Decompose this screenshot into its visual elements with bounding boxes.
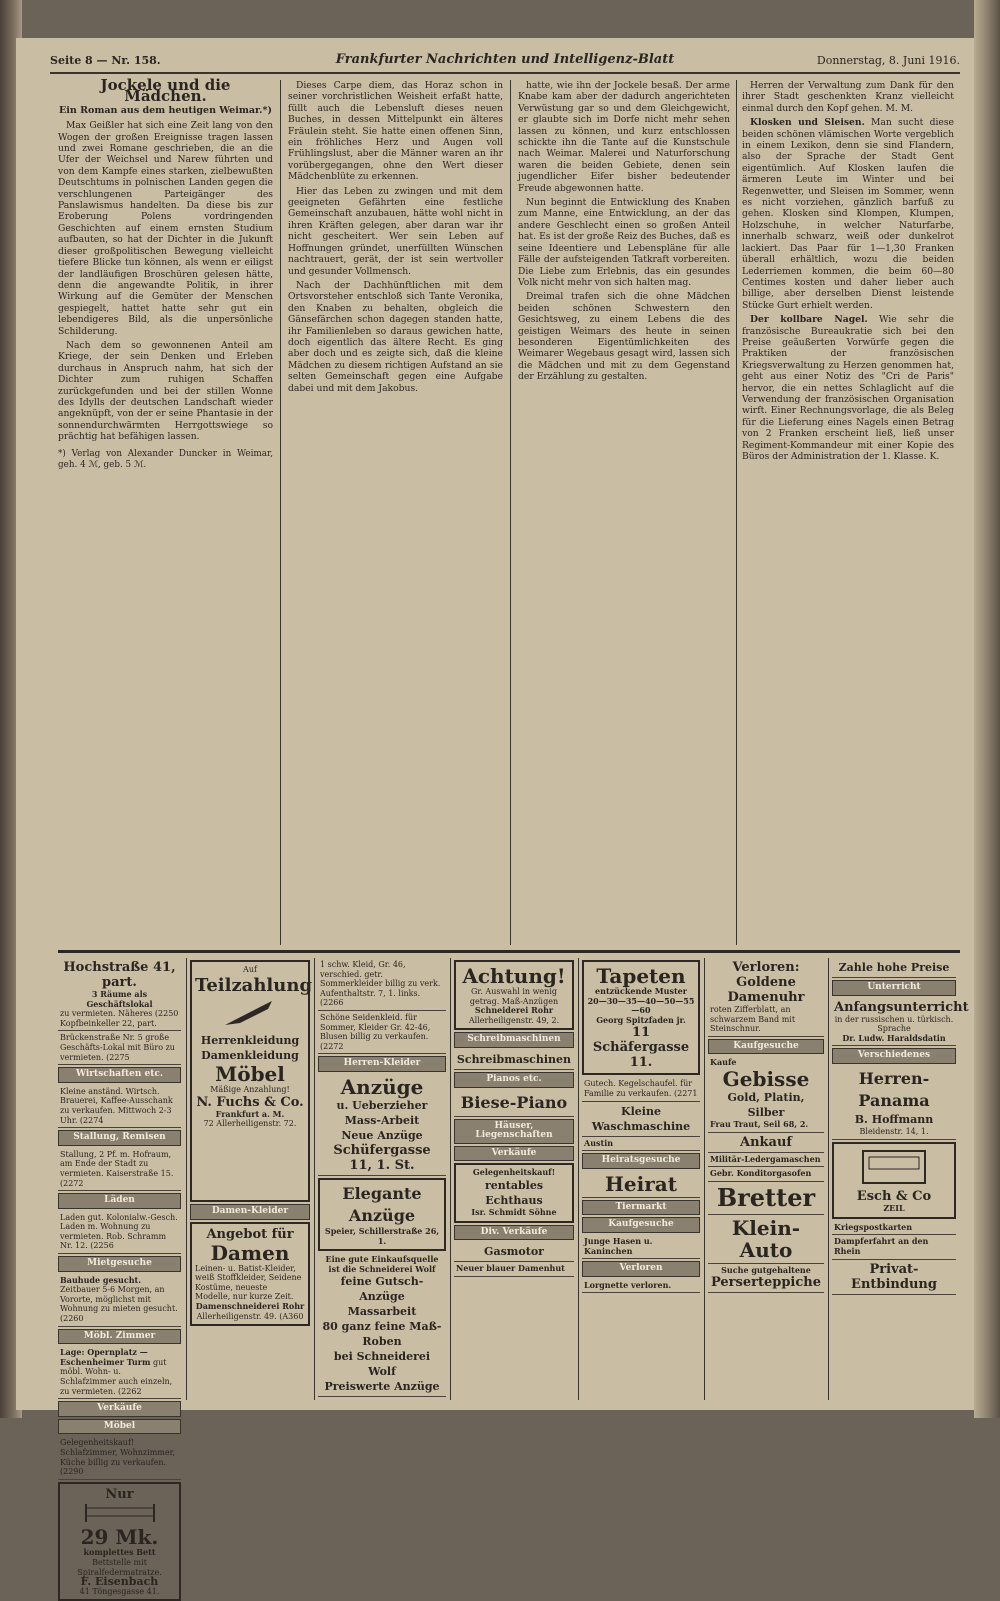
cabinet-icon	[859, 1147, 929, 1187]
page-number: Seite 8 — Nr. 158.	[50, 54, 161, 67]
ad-text: zu vermieten. Näheres (2250 Kopfbeinkeller 22, part.	[60, 1009, 179, 1028]
ad: Brückenstraße Nr. 5 große Geschäfts-Lokal mit Büro zu vermieten. (2275	[58, 1031, 181, 1065]
ad: Austin	[582, 1137, 700, 1152]
ad-category: Schreibmaschinen	[454, 1032, 574, 1048]
ads-rule	[828, 958, 829, 1400]
section-text: Klosken und Sleisen. Man sucht diese beiden schönen vlämischen Worte vergeblich in einem Lexikon, denn sie sind Flandern, also der Sprache der Stadt Gent eigentümlich. Auf Klosken laufen die ärmeren Leute im Winter und bei Regenwetter, und Sleisen im Sommer, wenn es nicht vorziehen, gänzlich barfuß zu gehen. Klosken sind Klompen, Klumpen, Holzschuhe, in welcher Naturfarbe, innerhalb schwarz, weiß oder dunkelrot lackiert. Das Paar für 1—1,30 Franken überall erhältlich, wozu die beiden Lederriemen kommen, die beim 60—80 Centimes kosten und daher lieber auch billige, aber derselben Dienst leistende Stücke Gurt erhielt werden.	[742, 117, 954, 311]
ads-column-3	[318, 958, 446, 1400]
article-footnote: *) Verlag von Alexander Duncker in Weimar, geh. 4 ℳ, geb. 5 ℳ.	[58, 448, 273, 470]
damen-ad: Angebot für Damen Leinen- u. Batist-Kleider, weiß Stoffkleider, Seidene Kostüme, neueste Modelle, nur kurze Zeit. Damenschneiderei Rohr Allerheiligenstr. 49. (A360	[190, 1222, 310, 1327]
ad: Kriegspostkarten	[832, 1221, 956, 1236]
ads-column-7	[832, 958, 969, 1400]
ad-title: Hochstraße 41, part.	[63, 960, 176, 990]
ads-rule	[578, 958, 579, 1400]
ad: Bauhude gesucht. Zeitbauer 5-6 Morgen, an Vororte, möglichst mit Wohnung zu mieten gesucht. (2260	[58, 1274, 181, 1327]
unterricht-ad: Anfangsunterricht in der russischen u. türkisch. Sprache Dr. Ludw. Haraldsdatin	[832, 998, 956, 1047]
ad-subtitle: 3 Räume als Geschäftslokal	[86, 989, 153, 1009]
ad-category: Stallung, Remisen	[58, 1130, 181, 1146]
section-text: Der kollbare Nagel. Wie sehr die französische Bureaukratie sich bei den Preise geäußerten Vorwürfe gegen die Praktiken der französischen Kriegsverwaltung zu Herzen genommen hat, geht aus einer Notiz des "Cri de Paris" hervor, die ein nettes Schlaglicht auf die Verwendung der französischen Organisation wirft. Einer Rechnungsvorlage, die als Beleg für die Lieferung eines Nagels einen Betrag von 2 Franken erscheint ließ, ließ unser Regiment-Kommandeur mit einer Kopie des Büros der Administration der 1. Klasse. K.	[742, 314, 954, 462]
ads-rule	[704, 958, 705, 1400]
ad-category: Damen-Kleider	[190, 1204, 310, 1220]
ad: Klein-Auto	[708, 1215, 824, 1264]
esch-ad: Esch & Co ZEIL	[832, 1142, 956, 1219]
ad: Schöne Seidenkleid. für Sommer, Kleider Gr. 42-46, Blusen billig zu verkaufen. (2272	[318, 1011, 446, 1054]
panama-ad: Herren-Panama B. Hoffmann Bleidenstr. 14, 1.	[832, 1066, 956, 1140]
ad-category: Kaufgesuche	[582, 1217, 700, 1233]
article-title: Jockele und die Mädchen.	[100, 76, 231, 106]
perser-ad: Suche gutgehaltene Perserteppiche	[708, 1264, 824, 1294]
article-paragraph: Nach dem so gewonnenen Anteil am Kriege, der sein Denken und Erleben durchaus in Anspruch nahm, hat sich der Dichter zum ruhigen Schaffen zurückgefunden und bei der stillen Wonne des Idylls der deutschen Landschaft wieder angeknüpft, von der er seine Phantasie in der sonnendurchwärmten Herrgottswiege so prächtig hat befähigen lassen.	[58, 339, 273, 443]
ad-category: Tiermarkt	[582, 1200, 700, 1216]
ad: Biese-Piano	[454, 1090, 574, 1117]
anzuege-ad: Anzüge u. Ueberzieher Mass-Arbeit Neue Anzüge Schüfergasse 11, 1. St.	[318, 1074, 446, 1176]
ad: 1 schw. Kleid, Gr. 46, verschied. getr. Sommerkleider billig zu verk. Aufenthaltstr. 7, 1. links. (2266	[318, 958, 446, 1011]
ad: Heirat	[582, 1171, 700, 1198]
article-paragraph: Dreimal trafen sich die ohne Mädchen beiden schönen Schwestern den Gesichtsweg, zu einem Lebens die des geistigen Weimars des heute in seinen besonderen Eigentümlichkeiten des Weimarer Wegebaus gesagt wird, lassen sich die Mädchen und mit zu dem Gegenstand der Erzählung zu gestalten.	[518, 291, 730, 383]
article-paragraph: Herren der Verwaltung zum Dank für den ihrer Stadt geschenkten Kranz vielleicht einmal durch den Kopf gehen. M. M.	[742, 80, 954, 114]
ad-category: Heiratsgesuche	[582, 1153, 700, 1169]
ad: Stallung, 2 Pf. m. Hofraum, am Ende der Stadt zu vermieten. Kaiserstraße 15. (2272	[58, 1148, 181, 1191]
verloren-ad: Verloren: Goldene Damenuhr roten Zifferblatt, an schwarzem Band mit Steinschnur.	[708, 958, 824, 1037]
page-date: Donnerstag, 8. Juni 1916.	[816, 54, 960, 67]
teilzahlung-ad: Auf Teilzahlung Herrenkleidung Damenkleidung Möbel Mäßige Anzahlung! N. Fuchs & Co. Frankfurt a. M. 72 Allerheiligenstr. 72.	[190, 960, 310, 1202]
ads-column-1	[58, 958, 181, 1596]
ad-category: Kaufgesuche	[708, 1039, 824, 1055]
ad-category: Verloren	[582, 1261, 700, 1277]
ad: Zahle hohe Preise	[832, 958, 956, 978]
article-paragraph: Nach der Dachhünftlichen mit dem Ortsvorsteher entschloß sich Tante Veronika, den Knaben zu behalten, obgleich die Gänsefärchen schon dagegen standen hatte, ihr Familienleben so daraus gewichen hatte, doch eigentlich das ältere Recht. Es ging aber doch und es zeigte sich, daß die kleine Mädchen zu diesem richtigen Aufstand an sie selten Gemeinschaft gegen eine Aufgabe dabei und mit dem Jakobus.	[288, 279, 503, 394]
tapeten-ad: Tapeten entzückende Muster 20—30—35—40—50—55—60 Georg Spitzfaden jr. 11 Schäfergasse 11.	[582, 960, 700, 1075]
ad: Dampferfahrt an den Rhein	[832, 1235, 956, 1259]
ad: Gasmotor	[454, 1242, 574, 1262]
page-edge	[974, 0, 1000, 1418]
ad-category: Möbel	[58, 1419, 181, 1435]
article-subtitle: Ein Roman aus dem heutigen Weimar.*)	[59, 104, 272, 116]
ad-category: Div. Verkäufe	[454, 1225, 574, 1241]
ad: Militär-Ledergamaschen	[708, 1153, 824, 1168]
ad: Junge Hasen u. Kaninchen	[582, 1235, 700, 1259]
ad: Gutech. Kegelschaufel. für Familie zu verkaufen. (2271	[582, 1077, 700, 1101]
ad: Lage: Opernplatz — Eschenheimer Turm gut möbl. Wohn- u. Schlafzimmer auch einzeln, zu vermieten. (2262	[58, 1346, 181, 1399]
ad-category: Häuser, Liegenschaften	[454, 1119, 574, 1144]
ads-rule	[314, 958, 315, 1400]
article-paragraph: Max Geißler hat sich eine Zeit lang von den Wogen der großen Ereignisse tragen lassen und zwei Romane geschrieben, die an die Ufer der Weichsel und Narew führten und von dem Kampfe eines starken, zielbewußten Deutschtums in polnischen Landen gegen die verschlungenen Parteigänger des Panslawismus handelten. Da diese bis zur Eroberung Polens vordringenden Geschichten auf einem ernsten Studium aufbauten, so hat der Dichter in die Jukunft dieser großpolitischen Bewegung vielleicht tiefere Blicke tun können, als wenn er eiligst der landläufigen Broschüren gelesen hätte, denn die angewandte Politik, in ihrer Wirkung auf die Gemüter der Menschen gespiegelt, hattet hatte sehr gut ein lebendigeres Bild, als die unpersönliche Schilderung.	[58, 120, 273, 337]
ad: Privat-Entbindung	[832, 1260, 956, 1295]
column-rule	[280, 80, 281, 945]
ads-column-6	[708, 958, 824, 1400]
ad-category: Möbl. Zimmer	[58, 1329, 181, 1345]
newspaper-title: Frankfurter Nachrichten und Intelligenz-Blatt	[335, 52, 675, 67]
section-heading: Der kollbare Nagel.	[750, 314, 868, 326]
ads-column-2	[190, 958, 313, 1400]
article-paragraph: Hier das Leben zu zwingen und mit dem geeigneten Gefährten eine festliche Gemeinschaft anzubauen, hätte wohl nicht in ihren Kräften gelegen, aber daran war ihr nicht gescheitert. Wer sein Leben auf Hoffnungen gründet, unerfüllten Wünschen nachtrauert, gerät, der ist sein wertvoller und gesunder Vollmensch.	[288, 185, 503, 277]
ad-category: Mietgesuche	[58, 1256, 181, 1272]
article-column-1	[58, 76, 273, 945]
ad-category: Wirtschaften etc.	[58, 1067, 181, 1083]
elegante-ad: Elegante Anzüge Speier, Schillerstraße 26, 1.	[318, 1178, 446, 1251]
ad-category: Herren-Kleider	[318, 1056, 446, 1072]
ad: Lorgnette verloren.	[582, 1279, 700, 1294]
article-column-3	[518, 80, 730, 945]
gebisse-ad: Kaufe Gebisse Gold, Platin, Silber Frau Traut, Seil 68, 2.	[708, 1056, 824, 1132]
column-rule	[736, 80, 737, 945]
ad: Ankauf	[708, 1133, 824, 1153]
wolf-ad: Eine gute Einkaufsquelle ist die Schneiderei Wolf feine Gutsch-Anzüge Massarbeit 80 ganz feine Maß-Roben bei Schneiderei Wolf Preiswerte Anzüge	[318, 1253, 446, 1397]
ad: Kleine Waschmaschine	[582, 1102, 700, 1137]
hand-icon	[220, 997, 280, 1031]
ads-column-5	[582, 958, 700, 1400]
page-header	[50, 50, 960, 74]
ad: Schreibmaschinen	[454, 1050, 574, 1070]
ad: Laden gut. Kolonialw.-Gesch. Laden m. Wohnung zu vermieten. Rob. Schramm Nr. 12. (2256	[58, 1211, 181, 1254]
article-paragraph: hatte, wie ihn der Jockele besaß. Der arme Knabe kam aber der dadurch angerichteten Verwüstung gar so und dem Gleichgewicht, er glaubte sich im Dorfe nicht mehr sehen lassen zu können, und kurz entschlossen schickte ihn die Tante auf die Kunstschule nach Weimar. Malerei und Naturforschung waren die beiden Gebiete, denen sein jugendlicher Eifer bisher bedeutender Freude abgewonnen hatte.	[518, 80, 730, 194]
article-paragraph: Dieses Carpe diem, das Horaz schon in seiner vorchristlichen Weisheit erfaßt hatte, füllt auch die Lebensluft dieses neuen Buches, in dessen Mittelpunkt ein älteres Fräulein steht. Sie hatte einen offenen Sinn, ein fröhliches Herz und Augen voll Frühlingslust, aber die Männer waren an ihr vorübergegangen, ohne den Wert dieser Mädchenblüte zu erkennen.	[288, 80, 503, 183]
ad	[58, 958, 181, 1031]
article-column-2	[288, 80, 503, 945]
ads-rule	[186, 958, 187, 1400]
column-rule	[510, 80, 511, 945]
ad-category: Unterricht	[832, 980, 956, 996]
ad: Gebr. Konditorgasofen	[708, 1167, 824, 1182]
ad-category: Verkäufe	[454, 1146, 574, 1162]
ad-category: Pianos etc.	[454, 1072, 574, 1088]
article-column-4	[742, 80, 954, 945]
ad-category: Verschiedenes	[832, 1048, 956, 1064]
section-heading: Klosken und Sleisen.	[750, 117, 865, 129]
ad: Bretter	[708, 1182, 824, 1215]
article-paragraph: Nun beginnt die Entwicklung des Knaben zum Manne, eine Entwicklung, an der das andere Geschlecht einen so großen Anteil hat. Es ist der große Reiz des Buches, daß es seine Ideentiere und Lebenspläne für alle Fälle der aufsteigenden Tatkraft vorbereiten. Die Liebe zum Erlebnis, das ein gesundes Volk nicht mehr von sich halten mag.	[518, 197, 730, 288]
achtung-ad: Achtung! Gr. Auswahl in wenig getrag. Maß-Anzügen Schneiderei Rohr Allerheiligenstr. 49, 2.	[454, 960, 574, 1030]
ads-column-4	[454, 958, 574, 1400]
ads-rule	[450, 958, 451, 1400]
ad: Gelegenheitskauf! Schlafzimmer, Wohnzimmer, Küche billig zu verkaufen. (2290	[58, 1436, 181, 1479]
ad-category: Verkäufe	[58, 1401, 181, 1417]
echthaus-ad: Gelegenheitskauf! rentables Echthaus Isr. Schmidt Söhne	[454, 1163, 574, 1222]
ad: Neuer blauer Damenhut	[454, 1262, 574, 1277]
ad-category: Läden	[58, 1193, 181, 1209]
ad: Kleine anständ. Wirtsch. Brauerei, Kaffee-Ausschank zu verkaufen. Mittwoch 2-3 Uhr. (2274	[58, 1085, 181, 1128]
bed-icon	[80, 1502, 160, 1524]
bed-ad: Nur 29 Mk. komplettes Bett Bettstelle mit Spiralfedermatratze. F. Eisenbach 41 Töngesgasse 41.	[58, 1482, 181, 1601]
ads-separator	[58, 950, 960, 953]
